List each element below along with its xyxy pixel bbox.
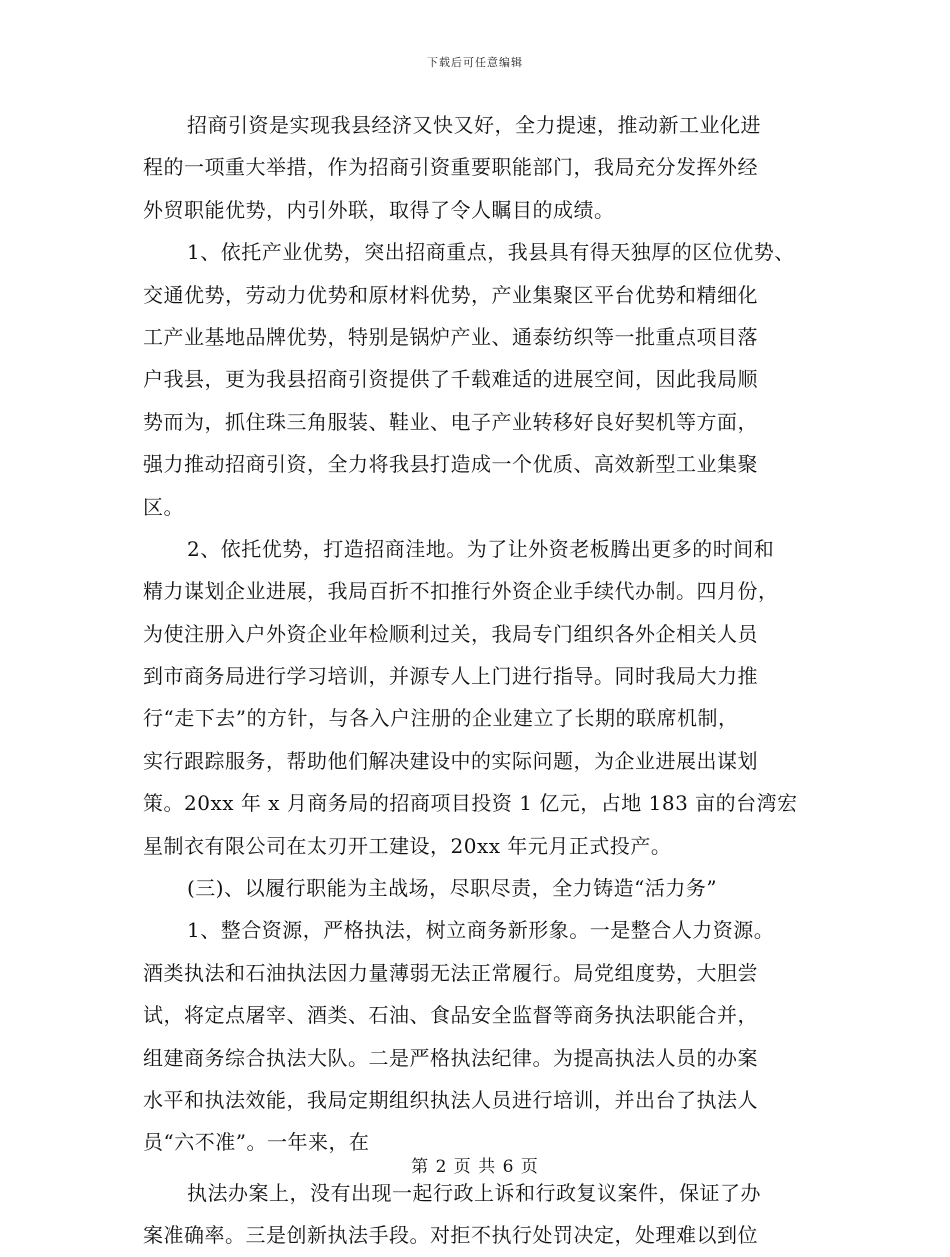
text-line: 酒类执法和石油执法因力量薄弱无法正常履行。局党组度势，大胆尝: [143, 960, 758, 985]
text-line: 1、依托产业优势，突出招商重点，我县具有得天独厚的区位优势、: [187, 240, 795, 265]
document-body: [143, 104, 823, 1257]
section-heading: (三)、以履行职能为主战场，尽职尽责，全力铸造“活力务”: [187, 876, 718, 901]
page-header: 下载后可任意编辑: [427, 56, 523, 69]
page-number: 第 2 页 共 6 页: [411, 1157, 539, 1177]
text-line: 户我县，更为我县招商引资提供了千载难适的进展空间，因此我局顺: [143, 367, 758, 392]
text-line: 水平和执法效能，我局定期组织执法人员进行培训，并出台了执法人: [143, 1087, 758, 1112]
text-line: 1、整合资源，严格执法，树立商务新形象。一是整合人力资源。: [187, 918, 775, 943]
text-line: 2、依托优势，打造招商洼地。为了让外资老板腾出更多的时间和: [187, 536, 775, 561]
text-line: 行“走下去”的方针，与各入户注册的企业建立了长期的联席机制，: [143, 706, 739, 731]
text-line: 案准确率。三是创新执法手段。对拒不执行处罚决定，处理难以到位: [143, 1223, 758, 1248]
text-line: 执法办案上，没有出现一起行政上诉和行政复议案件，保证了办: [187, 1180, 761, 1205]
text-line: 精力谋划企业进展，我局百折不扣推行外资企业手续代办制。四月份，: [143, 579, 779, 604]
text-line: 为使注册入户外资企业年检顺利过关，我局专门组织各外企相关人员: [143, 621, 758, 646]
text-line: 程的一项重大举措，作为招商引资重要职能部门，我局充分发挥外经: [143, 155, 758, 180]
text-line: 交通优势，劳动力优势和原材料优势，产业集聚区平台优势和精细化: [143, 282, 758, 307]
text-line: 实行跟踪服务，帮助他们解决建设中的实际问题，为企业进展出谋划: [143, 748, 758, 773]
text-line: 组建商务综合执法大队。二是严格执法纪律。为提高执法人员的办案: [143, 1045, 758, 1070]
text-line: 策。20xx 年 x 月商务局的招商项目投资 1 亿元，占地 183 亩的台湾宏: [143, 791, 798, 816]
text-line: 试，将定点屠宰、酒类、石油、食品安全监督等商务执法职能合并，: [143, 1003, 758, 1028]
text-line: 势而为，抓住珠三角服装、鞋业、电子产业转移好良好契机等方面，: [143, 409, 758, 434]
text-line: 星制衣有限公司在太刃开工建设，20xx 年元月正式投产。: [143, 833, 672, 858]
text-line: 员“六不准”。一年来，在: [143, 1130, 370, 1155]
text-line: 强力推动招商引资，全力将我县打造成一个优质、高效新型工业集聚: [143, 452, 758, 477]
text-line: 招商引资是实现我县经济又快又好，全力提速，推动新工业化进: [187, 113, 761, 137]
text-line: 区。: [143, 494, 184, 519]
text-line: 工产业基地品牌优势，特别是锅炉产业、通泰纺织等一批重点项目落: [143, 324, 758, 349]
text-line: 到市商务局进行学习培训，并源专人上门进行指导。同时我局大力推: [143, 664, 758, 689]
text-line: 外贸职能优势，内引外联，取得了令人瞩目的成绩。: [143, 197, 615, 222]
